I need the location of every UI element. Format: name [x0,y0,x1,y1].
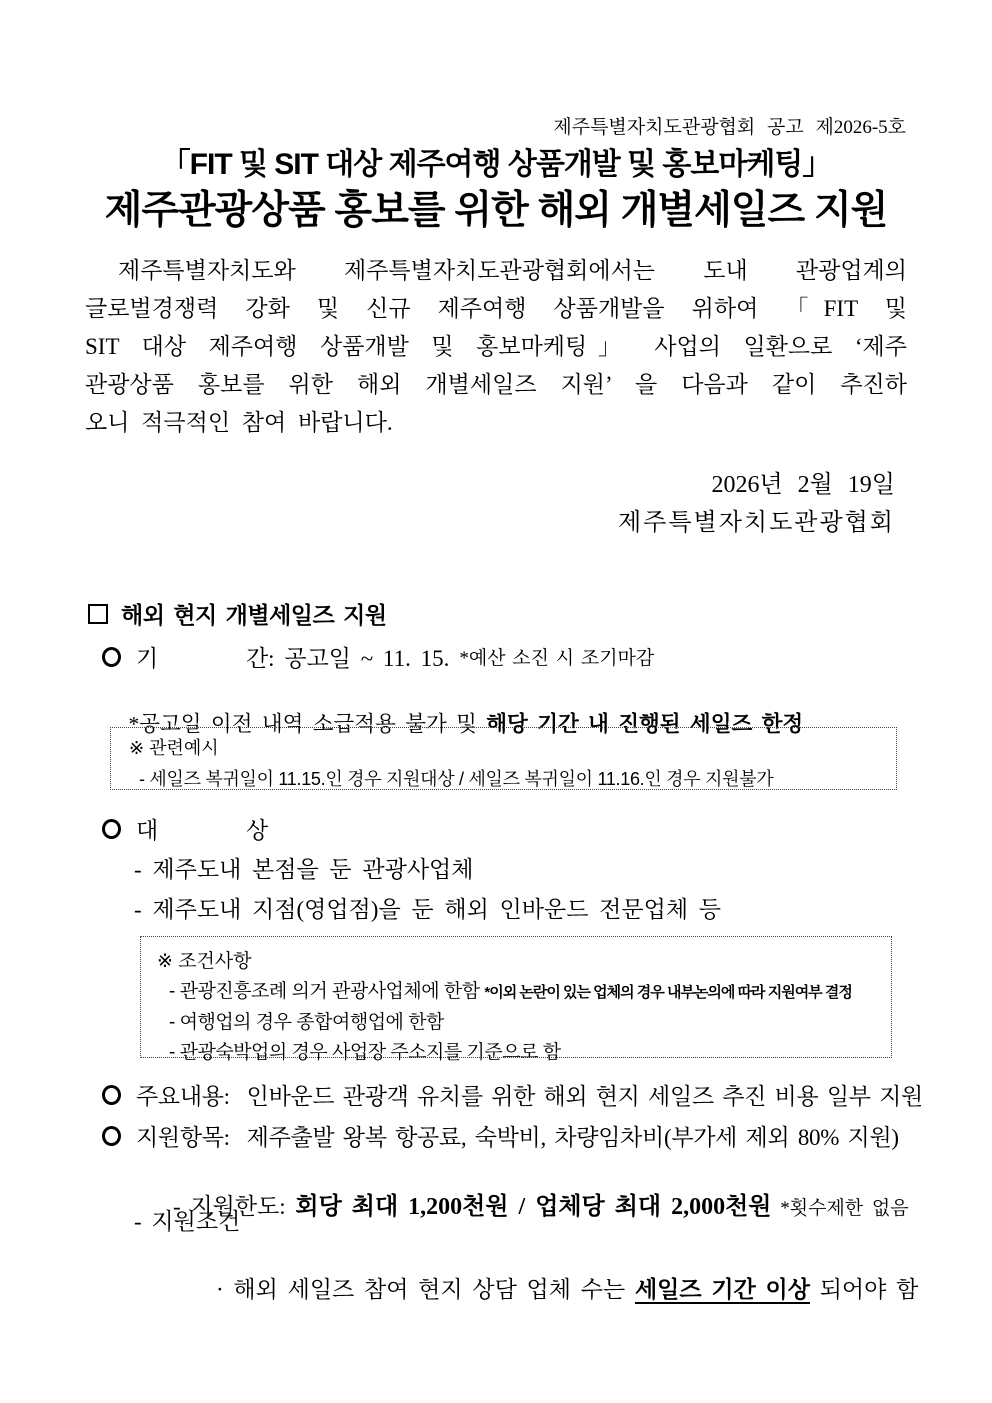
condition-box-title: ※ 조건사항 [157,951,252,972]
condition-box-item: - 여행업의 경우 종합여행업에 한함 [169,1012,444,1033]
section-heading [88,597,387,630]
period-footnote-normal: *공고일 이전 내역 소급적용 불가 및 [128,712,487,736]
intro-line: 오니 적극적인 참여 바랍니다. [85,410,393,435]
condition-box [140,936,892,1063]
target-item: - 제주도내 지점(영업점)을 둔 해외 인바운드 전문업체 등 [134,897,722,922]
title-line-2: 제주관광상품 홍보를 위한 해외 개별세일즈 지원 [104,189,888,232]
doc-number: 제주특별자치도관광협회 공고 제2026-5호 [553,117,906,138]
title-line-1: 「FIT 및 SIT 대상 제주여행 상품개발 및 홍보마케팅」 [160,148,832,181]
period-footnote-bold: 해당 기간 내 진행된 세일즈 한정 [486,712,804,736]
condition-box-item-note: *이외 논란이 있는 업체의 경우 내부논의에 따라 지원여부 결정 [484,984,852,1001]
target-label: 대 상 [136,818,269,843]
support-condition-label: - 지원조건 [134,1209,241,1234]
condition-box-item-text: - 관광진흥조례 의거 관광사업체에 한함 [169,981,485,1002]
circle-bullet-icon [102,819,121,839]
announcement-organization: 제주특별자치도관광협회 [617,510,895,536]
intro-line: 관광상품 홍보를 위한 해외 개별세일즈 지원’ 을 다음과 같이 추진하 [85,372,907,397]
support-items-text: 지원항목: 제주출발 왕복 항공료, 숙박비, 차량임차비(부가세 제외 80% 지원) [136,1125,899,1150]
support-condition-detail [177,1245,918,1330]
period-row [102,640,654,673]
intro-line: 제주특별자치도와 제주특별자치도관광협회에서는 도내 관광업계의 [118,258,907,283]
limit-amount: 회당 최대 1,200천원 / 업체당 최대 2,000천원 [295,1194,772,1220]
main-content-text: 주요내용: 인바운드 관광객 유치를 위한 해외 현지 세일즈 추진 비용 일부 지원 [136,1084,923,1109]
example-box-item: - 세일즈 복귀일이 11.15.인 경우 지원대상 / 세일즈 복귀일이 11.16.인 경우 지원불가 [139,769,774,789]
square-bullet-icon [88,604,108,624]
example-box-title: ※ 관련예시 [129,738,219,758]
support-condition-prefix: · 해외 세일즈 참여 현지 상담 업체 수는 [216,1277,635,1302]
support-condition-suffix: 되어야 함 [809,1277,919,1302]
limit-row [134,1160,909,1247]
intro-line: 글로벌경쟁력 강화 및 신규 제주여행 상품개발을 위하여 「FIT 및 [85,296,907,321]
target-row [102,812,268,845]
announcement-date: 2026년 2월 19일 [711,472,895,498]
period-note: *예산 소진 시 조기마감 [459,648,655,669]
example-box [110,727,897,790]
period-label: 기 간: 공고일 ~ 11. 15. [136,646,450,671]
limit-note: *횟수제한 없음 [771,1198,909,1219]
intro-line: SIT 대상 제주여행 상품개발 및 홍보마케팅」 사업의 일환으로 ‘제주 [85,334,907,359]
circle-bullet-icon [102,1085,121,1105]
condition-box-item: - 관광숙박업의 경우 사업장 주소지를 기준으로 함 [169,1042,561,1063]
section-heading-label: 해외 현지 개별세일즈 지원 [121,602,387,628]
limit-prefix: - 지원한도: [173,1194,296,1219]
circle-bullet-icon [102,1126,121,1146]
condition-box-item [157,977,891,1008]
target-item: - 제주도내 본점을 둔 관광사업체 [134,857,474,882]
main-content-row [102,1078,923,1111]
intro-paragraph [85,252,907,442]
support-condition-emphasis: 세일즈 기간 이상 [634,1277,810,1302]
support-items-row [102,1119,899,1152]
circle-bullet-icon [102,647,121,667]
